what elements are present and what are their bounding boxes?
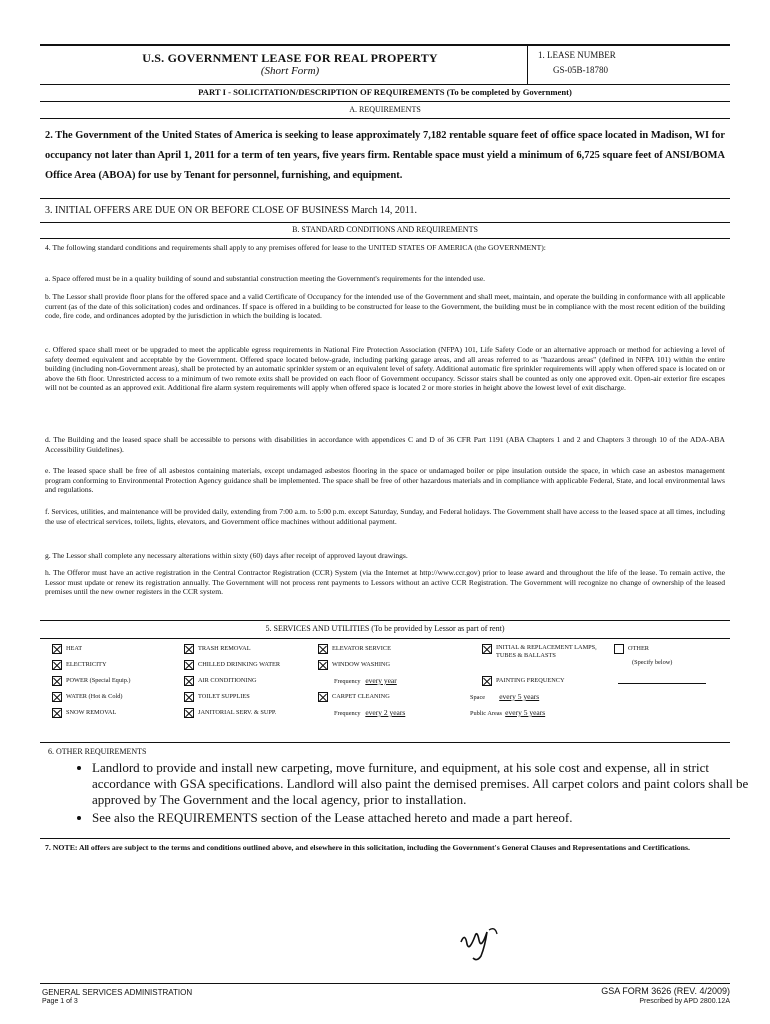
checkbox-icon[interactable]: [52, 676, 62, 686]
service-chilled-water[interactable]: CHILLED DRINKING WATER: [184, 660, 280, 670]
checkbox-icon[interactable]: [318, 644, 328, 654]
service-power[interactable]: POWER (Special Equip.): [52, 676, 131, 686]
service-other-note: (Specify below): [632, 659, 673, 666]
condition-e: e. The leased space shall be free of all asbestos containing materials, except undamaged asbestos flooring in the space or undamaged boiler or pipe insulation outside the space, in which case an asbestos management program conforming to Environmental Protection Agency guidance shall be implemented. The space shall be free of other hazardous materials and in compliance with applicable Federal, State, and local environmental laws and regulations.: [45, 466, 725, 495]
section-5-heading: 5. SERVICES AND UTILITIES (To be provided by Lessor as part of rent): [265, 624, 505, 633]
checkbox-icon[interactable]: [52, 708, 62, 718]
service-elevator[interactable]: ELEVATOR SERVICE: [318, 644, 391, 654]
checkbox-icon[interactable]: [184, 660, 194, 670]
service-carpet-cleaning[interactable]: CARPET CLEANING: [318, 692, 390, 702]
service-snow-removal[interactable]: SNOW REMOVAL: [52, 708, 116, 718]
part1-heading: PART I - SOLICITATION/DESCRIPTION OF REQUIREMENTS (To be completed by Government): [198, 87, 572, 97]
other-requirements-list: [58, 760, 752, 828]
footer-form: GSA FORM 3626 (REV. 4/2009): [601, 986, 730, 996]
rule-section6: [40, 742, 730, 743]
section-b-heading: B. STANDARD CONDITIONS AND REQUIREMENTS: [292, 225, 478, 234]
footer-agency: GENERAL SERVICES ADMINISTRATION: [42, 988, 193, 997]
rule-services: [40, 638, 730, 639]
service-electricity[interactable]: ELECTRICITY: [52, 660, 107, 670]
checkbox-icon[interactable]: [184, 708, 194, 718]
checkbox-icon[interactable]: [184, 644, 194, 654]
rule-section-b: [40, 222, 730, 223]
service-toilet-supplies[interactable]: TOILET SUPPLIES: [184, 692, 250, 702]
rule-part1: [40, 84, 730, 85]
initials-signature: [455, 922, 515, 962]
requirement-6-item: • See also the REQUIREMENTS section of the Lease attached hereto and made a part hereof.: [92, 810, 752, 826]
footer-prescribed: Prescribed by APD 2800.12A: [639, 998, 730, 1005]
condition-d: d. The Building and the leased space shall be accessible to persons with disabilities in accordance with appendices C and D of 36 CFR Part 1191 (ABA Chapters 1 and 2 and Chapters 3 through 10 of the ADA-ABA Accessibility Guidelines).: [45, 435, 725, 454]
condition-g: g. The Lessor shall complete any necessary alterations within sixty (60) days after receipt of approved layout drawings.: [45, 551, 408, 560]
service-water[interactable]: WATER (Hot & Cold): [52, 692, 123, 702]
service-trash-removal[interactable]: TRASH REMOVAL: [184, 644, 251, 654]
rule-section-a: [40, 101, 730, 102]
checkbox-icon[interactable]: [614, 644, 624, 654]
other-line: [618, 683, 706, 684]
top-rule: [40, 44, 730, 46]
header-divider: [527, 44, 528, 84]
condition-4: 4. The following standard conditions and requirements shall apply to any premises offered for lease to the UNITED STATES OF AMERICA (the GOVERNMENT):: [45, 243, 546, 252]
form-title: U.S. GOVERNMENT LEASE FOR REAL PROPERTY: [142, 51, 438, 65]
rule-section5: [40, 620, 730, 621]
footer-rule: [40, 983, 730, 984]
service-heat[interactable]: HEAT: [52, 644, 82, 654]
condition-c: c. Offered space shall meet or be upgraded to meet the applicable egress requirements in National Fire Protection Association (NFPA) 101, Life Safety Code or an alternative approach or method for achieving a level of safety deemed equivalent and acceptable by the Government. Offered space located below-grade, including parking garage areas, and all areas referred to as "hazardous areas" (defined in NFPA 101) within the entire building (including non-Government areas), shall be protected by an automatic sprinkler system or an equivalent level of safety. Additional automatic fire sprinkler requirements will apply when offered space is located on or above the 6th floor. Unrestricted access to a minimum of two remote exits shall be provided on each floor of Government occupancy. Scissor stairs shall be counted as only one approved exit. Open-air exterior fire escapes will not be counted as an approved exit. Additional fire alarm system requirements will apply when offered space is located 2 or more stories in height above the lowest level of exit discharge.: [45, 345, 725, 393]
form-subtitle: (Short Form): [260, 65, 320, 77]
service-lamps[interactable]: INITIAL & REPLACEMENT LAMPS, TUBES & BALLASTS: [482, 644, 606, 660]
lease-number-label: 1. LEASE NUMBER: [538, 50, 616, 60]
condition-b: b. The Lessor shall provide floor plans for the offered space and a valid Certificate of Occupancy for the intended use of the Government and shall meet, maintain, and operate the building in conformance with all applicable current (as of the date of this solicitation) codes and ordinances. If space is offered in a building to be constructed for lease to the Government, the building must be in compliance with the most recent edition of the building code, fire code, and ordinances adopted by the jurisdiction in which the building is located.: [45, 292, 725, 321]
checkbox-icon[interactable]: [184, 692, 194, 702]
checkbox-icon[interactable]: [52, 644, 62, 654]
checkbox-icon[interactable]: [184, 676, 194, 686]
note-7: 7. NOTE: All offers are subject to the terms and conditions outlined above, and elsewhere in this solicitation, including the Government's General Clauses and Representations and Certifications.: [45, 843, 690, 852]
requirement-2: 2. The Government of the United States of America is seeking to lease approximately 7,182 rentable square feet of office space located in Madison, WI for occupancy not later than April 1, 2011 for a term of ten years, five years firm. Rentable space must yield a minimum of 6,725 square feet of ANSI/BOMA Office Area (ABOA) for use by Tenant for personnel, furnishing, and equipment.: [45, 130, 725, 181]
checkbox-icon[interactable]: [318, 660, 328, 670]
condition-f: f. Services, utilities, and maintenance will be provided daily, extending from 7:00 a.m. to 5:00 p.m. except Saturday, Sunday, and Federal holidays. The Government shall have access to the leased space at all times, including the use of electrical services, toilets, lights, elevators, and Government office machines without additional payment.: [45, 507, 725, 526]
section-a-heading: A. REQUIREMENTS: [349, 105, 421, 114]
service-window-washing[interactable]: WINDOW WASHING: [318, 660, 390, 670]
window-washing-frequency: Frequency every year: [334, 676, 397, 685]
condition-a: a. Space offered must be in a quality building of sound and substantial construction meeting the Government's requirements for the intended use.: [45, 274, 486, 283]
requirement-6-item: • Landlord to provide and install new carpeting, move furniture, and equipment, at his sole cost and expense, all in strict accordance with GSA specifications. Landlord will also paint the demised premises. All carpet colors and paint colors shall be approved by The Government and the local agency, prior to installation.: [92, 760, 752, 808]
service-other[interactable]: OTHER: [614, 644, 649, 654]
rule-note7: [40, 838, 730, 839]
section-6-heading: 6. OTHER REQUIREMENTS: [48, 747, 147, 756]
painting-public-frequency: Public Areas every 5 years: [470, 708, 546, 717]
lease-number: GS-05B-18780: [553, 65, 609, 75]
checkbox-icon[interactable]: [482, 676, 492, 686]
condition-h: h. The Offeror must have an active registration in the Central Contractor Registration (CCR) System (via the Internet at http://www.ccr.gov) prior to lease award and throughout the life of the lease. To remain active, the Lessor must update or renew its registration annually. The Government will not process rent payments to Lessors without an active CCR Registration. The Government will recognize no change of ownership of the leased premises until the new owner registers in the CCR system.: [45, 568, 725, 597]
rule-cond4: [40, 238, 730, 239]
rule-req3: [40, 198, 730, 199]
checkbox-icon[interactable]: [52, 660, 62, 670]
service-painting[interactable]: PAINTING FREQUENCY: [482, 676, 565, 686]
footer-page: Page 1 of 3: [42, 998, 78, 1005]
checkbox-icon[interactable]: [52, 692, 62, 702]
requirement-3: 3. INITIAL OFFERS ARE DUE ON OR BEFORE CLOSE OF BUSINESS March 14, 2011.: [45, 205, 418, 216]
service-air-conditioning[interactable]: AIR CONDITIONING: [184, 676, 257, 686]
carpet-cleaning-frequency: Frequency every 2 years: [334, 708, 406, 717]
service-janitorial[interactable]: JANITORIAL SERV. & SUPP.: [184, 708, 276, 718]
checkbox-icon[interactable]: [318, 692, 328, 702]
checkbox-icon[interactable]: [482, 644, 492, 654]
rule-req2: [40, 118, 730, 119]
painting-space-frequency: Space every 5 years: [470, 692, 540, 701]
